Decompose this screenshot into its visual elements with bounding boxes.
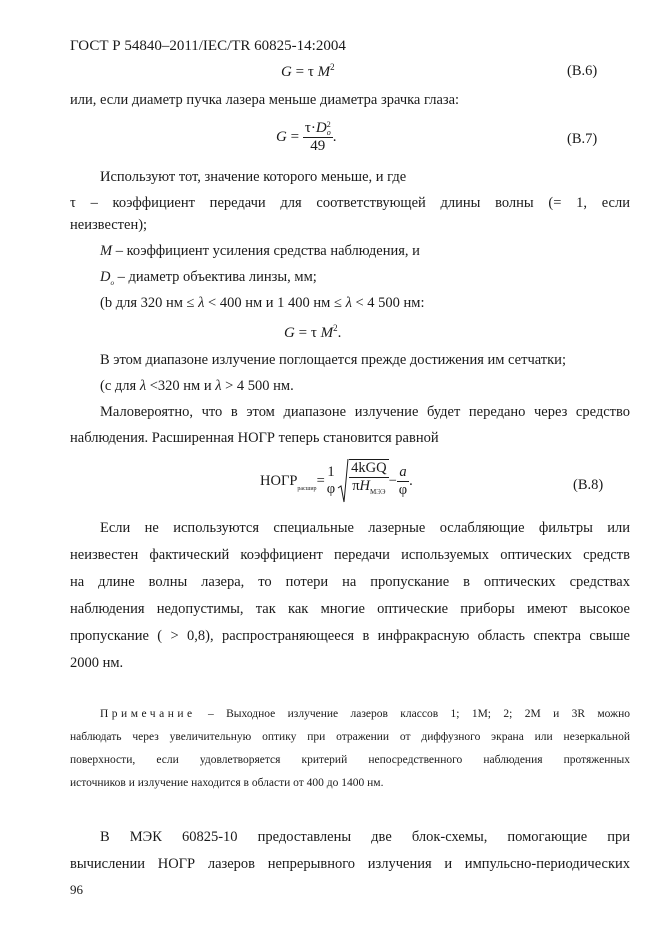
- text-line: неизвестен);: [70, 217, 148, 233]
- note-label: Примечание: [100, 708, 196, 720]
- equation-b7: G = τ·D 2 о 49 .: [276, 119, 337, 154]
- text-line: или, если диаметр пучка лазера меньше диаметра зрачка глаза:: [70, 92, 460, 108]
- paragraph-line: Если не используются специальные лазерные ослабляющие фильтры или: [100, 520, 630, 536]
- equation-b6: G = τ $M^2$: [281, 62, 335, 80]
- paragraph-line: 2000 нм.: [70, 655, 124, 671]
- equation-inline: G = τ $M^2$.: [284, 323, 342, 341]
- fraction: $\frac{a}{\varphi}$: [398, 463, 408, 498]
- note-line: наблюдать через увеличительную оптику при отражении от диффузного экрана или незеркальной: [70, 731, 630, 743]
- fraction: τ·D 2 о 49: [304, 119, 331, 154]
- equation-number-b6: (B.6): [567, 63, 598, 79]
- paragraph-line: неизвестен фактический коэффициент передачи используемых оптических средств: [70, 547, 630, 563]
- fraction: 1 φ: [326, 464, 336, 497]
- paragraph-line: В МЭК 60825-10 предоставлены две блок-схемы, помогающие при: [100, 829, 630, 845]
- root-fraction: $\frac{\text{4kGQ}}{\pi H_{МЭЭ}}$: [351, 459, 387, 496]
- text-line: В этом диапазоне излучение поглощается прежде достижения им сетчатки;: [100, 352, 566, 368]
- paragraph-line: вычислении НОГР лазеров непрерывного излучения и импульсно-периодических: [70, 856, 630, 872]
- text-line: Используют тот, значение которого меньше, и где: [100, 169, 407, 185]
- definition-d: $D_о$ – диаметр объектива линзы, мм;: [100, 269, 317, 287]
- text-line: Маловероятно, что в этом диапазоне излучение будет передано через средство: [100, 404, 630, 420]
- range-b: (b для 320 нм ≤ λ < 400 нм и 1 400 нм ≤ λ < 4 500 нм:: [100, 295, 425, 311]
- text-line: наблюдения. Расширенная НОГР теперь становится равной: [70, 430, 439, 446]
- paragraph-line: наблюдения недопустимы, так как многие оптические приборы имеют высокое: [70, 601, 630, 617]
- square-root: [337, 458, 388, 504]
- paragraph-line: пропускание ( > 0,8), распространяющееся в инфракрасную область спектра свыше: [70, 628, 630, 644]
- equation-number-b8: (B.8): [573, 477, 604, 493]
- note-line: поверхности, если удовлетворяется критерий непосредственного наблюдения протяженных: [70, 754, 630, 766]
- equation-b8: НОГР $_{расшир}$ = 1 φ $\frac{\text{4kGQ}}{\pi H_{МЭЭ}}$ − $\frac{a}{\varphi}$ .: [260, 458, 413, 504]
- equation-number-b7: (B.7): [567, 131, 598, 147]
- page-number: 96: [70, 882, 83, 897]
- range-c: (c для λ <320 нм и λ > 4 500 нм.: [100, 378, 294, 394]
- note-line: источников и излучение находится в области от 400 до 1400 нм.: [70, 777, 384, 789]
- note-line: Примечание – Выходное излучение лазеров классов 1; 1M; 2; 2M и 3R можно: [100, 708, 630, 720]
- document-header: ГОСТ Р 54840–2011/IEC/TR 60825-14:2004: [70, 38, 346, 54]
- paragraph-line: на длине волны лазера, то потери на пропускание в оптических средствах: [70, 574, 630, 590]
- definition-m: M – коэффициент усиления средства наблюдения, и: [100, 243, 420, 259]
- radical-sign-icon: [337, 458, 349, 504]
- text-line: τ – коэффициент передачи для соответствующей длины волны (= 1, если: [70, 195, 630, 211]
